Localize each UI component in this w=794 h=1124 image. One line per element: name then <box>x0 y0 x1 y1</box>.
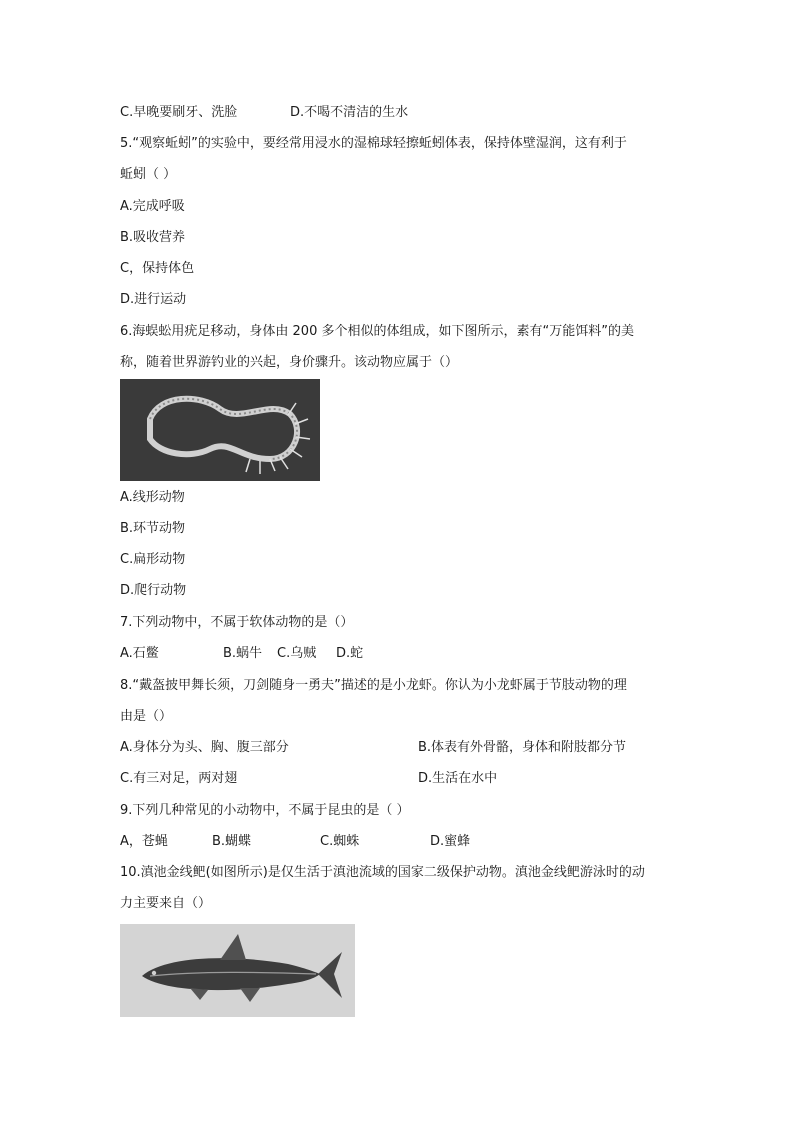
q7-option-d: D.蛇 <box>336 646 364 661</box>
q6-option-a: A.线形动物 <box>120 490 185 505</box>
q5-option-d: D.进行运动 <box>120 292 187 307</box>
q9-option-d: D.蜜蜂 <box>430 834 471 849</box>
q5-stem-line2: 蚯蚓（ ） <box>120 167 177 182</box>
q8-option-a: A.身体分为头、胸、腹三部分 <box>120 740 289 755</box>
q10-stem-line1: 10.滇池金线鲃(如图所示)是仅生活于滇池流域的国家二级保护动物。滇池金线鲃游泳时的动 <box>120 865 645 880</box>
q6-stem-line2: 称，随着世界游钓业的兴起，身价骤升。该动物应属于（） <box>120 355 459 370</box>
q8-option-b: B.体表有外骨骼，身体和附肢都分节 <box>418 740 627 755</box>
q5-option-c: C，保持体色 <box>120 261 195 276</box>
q9-option-a: A，苍蝇 <box>120 834 168 849</box>
q8-option-d: D.生活在水中 <box>418 771 498 786</box>
q9-option-c: C.蜘蛛 <box>320 834 360 849</box>
q9-option-b: B.蝴蝶 <box>212 834 252 849</box>
q7-option-c: C.乌贼 <box>277 646 317 661</box>
q4-option-c: C.早晚要刷牙、洗脸 <box>120 105 238 120</box>
sea-centipede-image <box>120 379 320 481</box>
q4-option-d: D.不喝不清洁的生水 <box>290 105 409 120</box>
q10-stem-line2: 力主要来自（） <box>120 896 212 911</box>
q8-stem-line1: 8.“戴盔披甲舞长须，刀剑随身一勇夫”描述的是小龙虾。你认为小龙虾属于节肢动物的理 <box>120 678 627 693</box>
q8-option-c: C.有三对足，两对翅 <box>120 771 238 786</box>
q6-option-d: D.爬行动物 <box>120 583 187 598</box>
q9-stem: 9.下列几种常见的小动物中，不属于昆虫的是（ ） <box>120 803 410 818</box>
q7-option-b: B.蜗牛 <box>223 646 263 661</box>
q5-stem-line1: 5.“观察蚯蚓”的实验中，要经常用浸水的湿棉球轻擦蚯蚓体表，保持体壁湿润，这有利于 <box>120 136 627 151</box>
q7-option-a: A.石鳖 <box>120 646 159 661</box>
q7-stem: 7.下列动物中，不属于软体动物的是（） <box>120 615 354 630</box>
q6-option-c: C.扁形动物 <box>120 552 186 567</box>
golden-line-barbel-image <box>120 924 355 1017</box>
q5-option-b: B.吸收营养 <box>120 230 186 245</box>
q8-stem-line2: 由是（） <box>120 709 173 724</box>
q6-option-b: B.环节动物 <box>120 521 186 536</box>
q5-option-a: A.完成呼吸 <box>120 199 185 214</box>
fish-drawing <box>120 924 355 1017</box>
sea-centipede-drawing <box>120 379 320 481</box>
q6-stem-line1: 6.海蜈蚣用疣足移动，身体由 200 多个相似的体组成，如下图所示，素有“万能饵料”的美 <box>120 324 634 339</box>
